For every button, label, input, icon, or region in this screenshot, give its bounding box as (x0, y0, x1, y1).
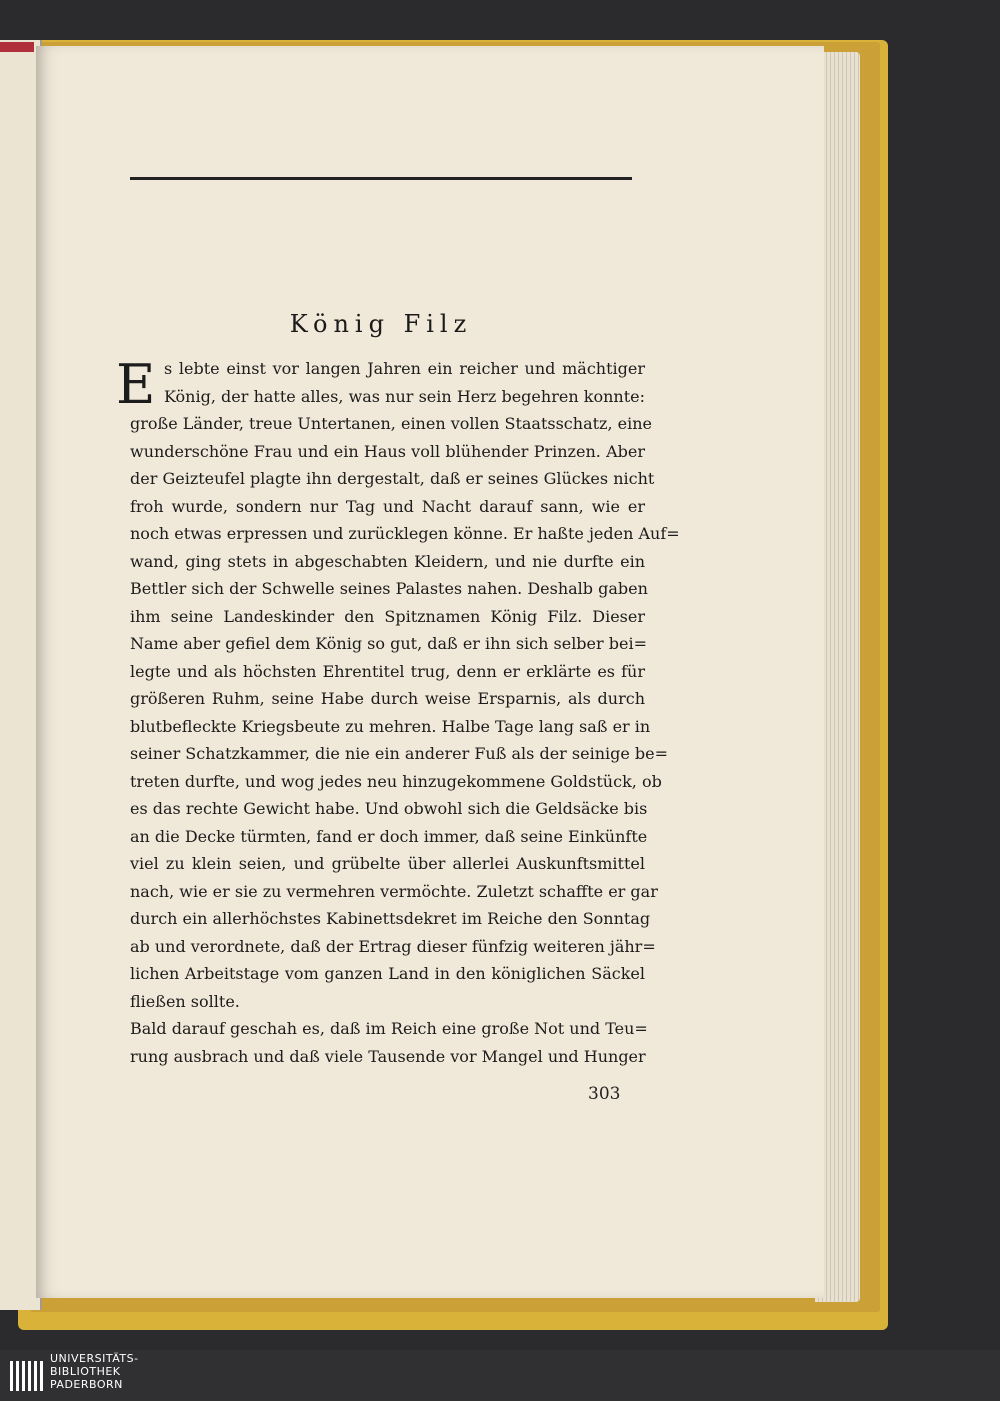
text-line: durch ein allerhöchstes Kabinettsdekret im Reiche den Sonntag (130, 909, 651, 928)
text-line: große Länder, treue Untertanen, einen vollen Staatsschatz, eine (130, 414, 652, 433)
footer-bar (0, 1350, 1000, 1401)
bookmark-ribbon (0, 42, 34, 52)
text-line: König, der hatte alles, was nur sein Herz begehren konnte: (164, 386, 645, 406)
text-line: treten durfte, und wog jedes neu hinzugekommene Goldstück, ob (130, 771, 662, 791)
text-line: an die Decke türmten, fand er doch immer, daß seine Einkünfte (130, 826, 648, 846)
text-line: Name aber gefiel dem König so gut, daß er ihn sich selber bei= (130, 634, 647, 653)
text-line: größeren Ruhm, seine Habe durch weise Ersparnis, als durch (130, 689, 645, 708)
text-line: ab und verordnete, daß der Ertrag dieser fünfzig weiteren jähr= (130, 936, 656, 956)
text-line: der Geizteufel plagte ihn dergestalt, daß er seines Glückes nicht (130, 469, 655, 488)
drop-cap: E (116, 353, 156, 416)
text-line: nach, wie er sie zu vermehren vermöchte. Zuletzt schaffte er gar (130, 881, 658, 901)
text-line: wand, ging stets in abgeschabten Kleidern, und nie durfte ein (130, 551, 645, 571)
text-line: fließen sollte. (130, 991, 240, 1011)
text-line: seiner Schatzkammer, die nie ein anderer Fuß als der seinige be= (130, 744, 669, 763)
text-line: blutbefleckte Kriegsbeute zu mehren. Halbe Tage lang saß er in (130, 716, 651, 736)
text-line: Bettler sich der Schwelle seines Palastes nahen. Deshalb gaben (130, 579, 648, 598)
text-line: froh wurde, sondern nur Tag und Nacht darauf sann, wie er (130, 496, 645, 516)
text-line: lichen Arbeitstage vom ganzen Land in den königlichen Säckel (130, 964, 645, 983)
page-number: 303 (588, 1084, 621, 1104)
text-line: ihm seine Landeskinder den Spitznamen König Filz. Dieser (130, 606, 645, 626)
text-line: rung ausbrach und daß viele Tausende vor Mangel und Hunger (130, 1046, 646, 1066)
library-logo-icon (8, 1355, 48, 1395)
library-name-line: BIBLIOTHEK (50, 1365, 121, 1378)
body-text (130, 355, 680, 1070)
library-name (50, 1352, 139, 1391)
text-line: wunderschöne Frau und ein Haus voll blühender Prinzen. Aber (130, 441, 645, 461)
library-name-line: PADERBORN (50, 1378, 123, 1391)
text-line: s lebte einst vor langen Jahren ein reicher und mächtiger (164, 359, 645, 378)
header-rule (130, 177, 632, 180)
library-name-line: UNIVERSITÄTS- (50, 1352, 139, 1365)
text-line: legte und als höchsten Ehrentitel trug, denn er erklärte es für (130, 661, 645, 681)
text-line: Bald darauf geschah es, daß im Reich eine große Not und Teu= (130, 1019, 648, 1038)
text-line: noch etwas erpressen und zurücklegen könne. Er haßte jeden Auf= (130, 524, 680, 543)
chapter-title: König Filz (289, 310, 473, 338)
text-line: es das rechte Gewicht habe. Und obwohl sich die Geldsäcke bis (130, 799, 648, 818)
text-line: viel zu klein seien, und grübelte über allerlei Auskunftsmittel (130, 854, 645, 873)
